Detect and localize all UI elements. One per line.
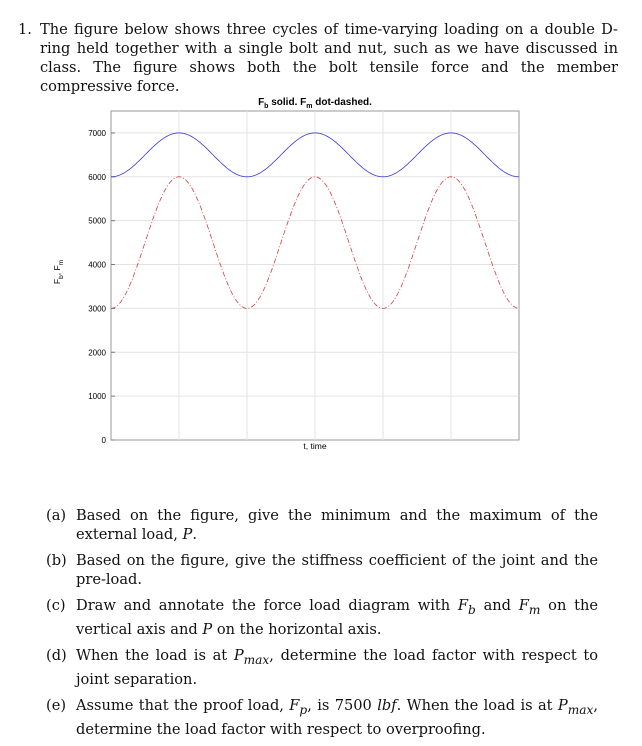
question-list xyxy=(46,506,598,746)
math-symbol: P xyxy=(202,620,213,638)
y-tick-label: 4000 xyxy=(88,260,106,270)
load-chart xyxy=(40,94,540,464)
math-symbol: $F_b$ xyxy=(457,597,476,617)
question-item: (e) Assume that the proof load, $F_p$, is 7500 lbf. When the load is at $P_{max}$, determine the load factor with respect to overproofing. xyxy=(46,696,598,738)
problem-text: The figure below shows three cycles of time-varying loading on a double D-ring held together with a single bolt and nut, such as we have discussed in class. The figure shows both the bolt tensile force and the member compressive force. xyxy=(40,21,618,95)
question-item: (a) Based on the figure, give the minimum and the maximum of the external load, P. xyxy=(46,507,598,543)
y-tick-label: 1000 xyxy=(88,392,106,402)
y-tick-label: 3000 xyxy=(88,304,106,314)
y-axis-label: $F_b$, $F_m$ xyxy=(52,259,65,285)
y-tick-label: 6000 xyxy=(88,172,106,182)
y-tick-label: 0 xyxy=(101,436,106,445)
question-label: (a) xyxy=(46,507,67,524)
math-symbol: $P_{max}$ xyxy=(233,646,270,667)
math-symbol: $P_{max}$ xyxy=(557,696,594,717)
problem-number: 1. xyxy=(18,21,32,38)
math-symbol: lbf xyxy=(377,696,397,714)
question-label: (e) xyxy=(46,696,67,714)
math-symbol: $F_m$ xyxy=(518,597,541,617)
question-label: (c) xyxy=(46,597,66,614)
math-symbol: $F_p$ xyxy=(289,696,308,717)
chart-title: $F_b$ solid. $F_m$ dot-dashed. xyxy=(258,97,372,110)
question-label: (d) xyxy=(46,646,67,664)
math-symbol: P xyxy=(182,526,193,543)
problem-statement xyxy=(18,20,618,96)
y-tick-label: 7000 xyxy=(88,128,106,138)
question-label: (b) xyxy=(46,552,67,569)
x-axis-label: t, time xyxy=(303,441,327,451)
question-item: (b) Based on the figure, give the stiffness coefficient of the joint and the pre-load. xyxy=(46,552,598,588)
question-item: (c) Draw and annotate the force load diagram with $F_b$ and $F_m$ on the vertical axis and P on the horizontal axis. xyxy=(46,597,598,638)
y-tick-label: 5000 xyxy=(88,216,106,226)
y-tick-label: 2000 xyxy=(88,348,106,358)
question-item: (d) When the load is at $P_{max}$, determine the load factor with respect to joint separation. xyxy=(46,646,598,688)
